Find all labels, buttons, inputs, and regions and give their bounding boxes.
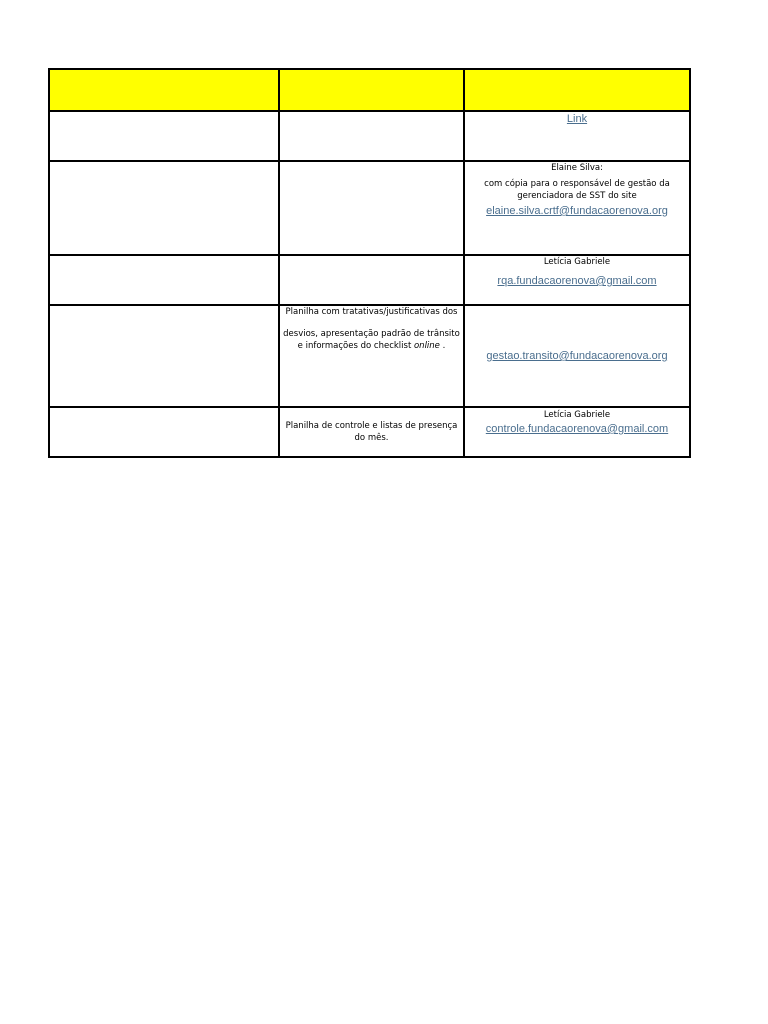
contact-name: Elaine Silva:: [551, 163, 603, 173]
table-row: [49, 161, 690, 255]
table-cell: [49, 161, 279, 255]
table-cell: [279, 305, 464, 407]
table-cell: [49, 407, 279, 457]
description-text: [280, 328, 463, 352]
table-cell: [49, 111, 279, 161]
table-cell: [464, 255, 690, 305]
contact-name: Letícia Gabriele: [543, 410, 611, 420]
table-row: [49, 407, 690, 457]
table-cell: [464, 111, 690, 161]
table-cell: [49, 305, 279, 407]
table-row: [49, 255, 690, 305]
email-link[interactable]: elaine.silva.crtf@fundacaorenova.org: [486, 205, 668, 217]
header-cell-2: [279, 69, 464, 111]
table-row: [49, 111, 690, 161]
email-link[interactable]: gestao.transito@fundacaorenova.org: [486, 350, 668, 362]
table-cell: [464, 407, 690, 457]
email-link[interactable]: controle.fundacaorenova@gmail.com: [485, 423, 669, 435]
header-cell-1: [49, 69, 279, 111]
description-line: desvios, apresentação padrão de trânsito e informações do checklist: [283, 329, 460, 351]
contact-name: Letícia Gabriele: [543, 257, 611, 267]
table-cell: [49, 255, 279, 305]
table-row: [49, 305, 690, 407]
table-cell: [279, 161, 464, 255]
table-cell: [279, 255, 464, 305]
contact-note: com cópia para o responsável de gestão da gerenciadora de SST do site: [484, 179, 670, 201]
description-end: .: [439, 341, 446, 351]
description-line: Planilha com tratativas/justificativas dos: [285, 307, 458, 317]
contacts-table: [48, 68, 691, 458]
header-cell-3: [464, 69, 690, 111]
table-cell: [464, 305, 690, 407]
description-text: Planilha de controle e listas de presença do mês.: [285, 421, 458, 443]
table-cell: [464, 161, 690, 255]
table-cell: [279, 407, 464, 457]
description-italic: online: [413, 341, 440, 351]
email-link[interactable]: rqa.fundacaorenova@gmail.com: [497, 275, 657, 287]
table-header-row: [49, 69, 690, 111]
link[interactable]: Link: [566, 113, 588, 125]
table-cell: [279, 111, 464, 161]
